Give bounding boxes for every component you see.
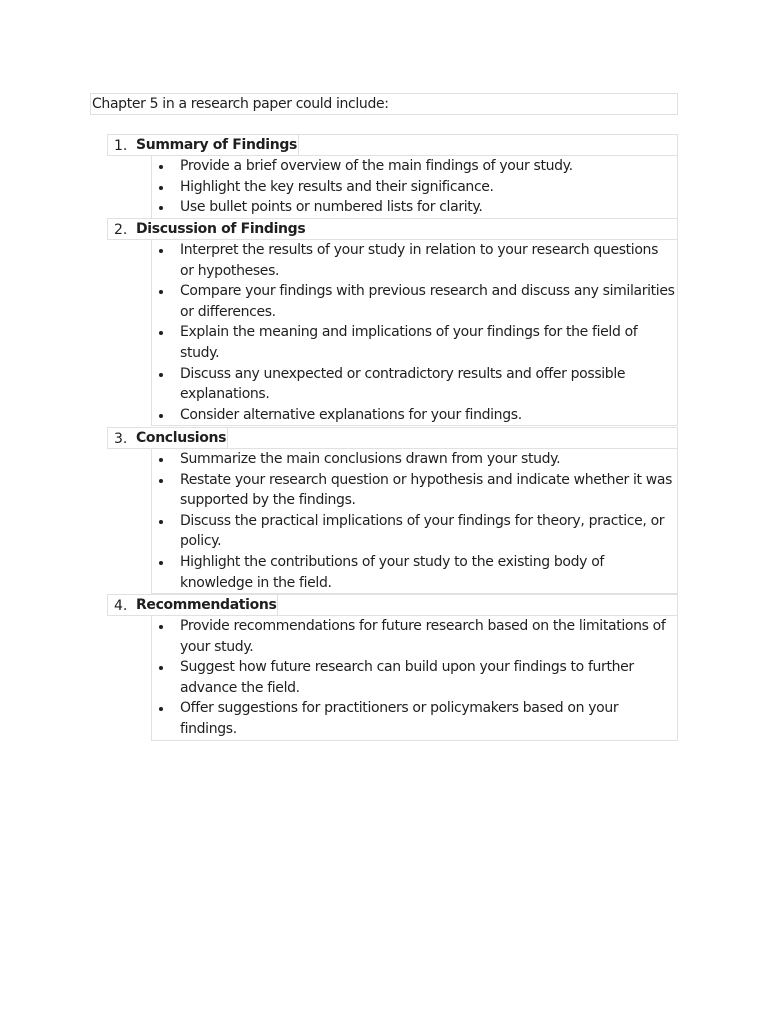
bullet-icon (159, 331, 163, 335)
bullet-icon (159, 625, 163, 629)
list-item (152, 322, 677, 363)
list-item (152, 616, 677, 657)
bullet-list (151, 240, 678, 426)
section-conclusions (107, 427, 678, 594)
list-item-text: Provide a brief overview of the main findings of your study. (180, 158, 573, 174)
section-number: 3. (114, 431, 128, 447)
section-title: Conclusions (136, 430, 227, 446)
section-discussion-of-findings (107, 218, 678, 426)
bullet-icon (159, 165, 163, 169)
bullet-list (151, 616, 678, 741)
list-item-text: Explain the meaning and implications of your findings for the field of study. (180, 324, 638, 361)
list-item (152, 657, 677, 698)
section-title: Summary of Findings (136, 137, 297, 153)
list-item (152, 405, 677, 426)
list-item-text: Discuss any unexpected or contradictory results and offer possible explanations. (180, 365, 626, 403)
list-item-text: Restate your research question or hypothesis and indicate whether it was supported by the findings. (180, 471, 673, 509)
list-item-text: Discuss the practical implications of your findings for theory, practice, or policy. (180, 512, 665, 550)
bullet-icon (159, 458, 163, 462)
list-item (152, 156, 677, 177)
bullet-list (151, 156, 678, 219)
list-item (152, 552, 677, 593)
bullet-icon (159, 206, 163, 210)
section-number: 2. (114, 222, 128, 238)
bullet-list (151, 449, 678, 594)
list-item (152, 698, 677, 739)
section-title: Recommendations (136, 597, 277, 613)
bullet-icon (159, 373, 163, 377)
section-number: 4. (114, 598, 128, 614)
section-title: Discussion of Findings (136, 221, 306, 237)
list-item-text: Summarize the main conclusions drawn from your study. (180, 451, 561, 467)
bullet-icon (159, 414, 163, 418)
bullet-icon (159, 479, 163, 483)
intro-paragraph: Chapter 5 in a research paper could include: (90, 93, 678, 115)
list-item (152, 177, 677, 198)
list-item-text: Provide recommendations for future research based on the limitations of your study. (180, 618, 666, 655)
list-item (152, 364, 677, 405)
list-item-text: Interpret the results of your study in relation to your research questions or hypotheses. (180, 242, 659, 279)
list-item (152, 470, 677, 511)
bullet-icon (159, 186, 163, 190)
list-item-text: Highlight the key results and their significance. (180, 178, 494, 195)
section-summary-of-findings (107, 134, 678, 219)
list-item-text: Consider alternative explanations for your findings. (180, 406, 522, 423)
list-item (152, 281, 677, 322)
list-item (152, 240, 677, 281)
section-number: 1. (114, 138, 128, 154)
bullet-icon (159, 707, 163, 711)
list-item (152, 197, 677, 218)
bullet-icon (159, 290, 163, 294)
bullet-icon (159, 520, 163, 524)
section-heading (107, 218, 678, 240)
section-heading (107, 427, 678, 449)
list-item (152, 511, 677, 552)
list-item-text: Highlight the contributions of your study to the existing body of knowledge in the field. (180, 553, 604, 591)
section-recommendations (107, 594, 678, 741)
list-item-text: Use bullet points or numbered lists for clarity. (180, 199, 483, 216)
list-item-text: Offer suggestions for practitioners or policymakers based on your findings. (180, 700, 619, 737)
list-item-text: Suggest how future research can build upon your findings to further advance the field. (180, 659, 634, 696)
list-item (152, 449, 677, 470)
bullet-icon (159, 666, 163, 670)
bullet-icon (159, 561, 163, 565)
bullet-icon (159, 249, 163, 253)
section-heading (107, 594, 678, 616)
list-item-text: Compare your findings with previous research and discuss any similarities or differences. (180, 283, 675, 320)
section-heading (107, 134, 678, 156)
